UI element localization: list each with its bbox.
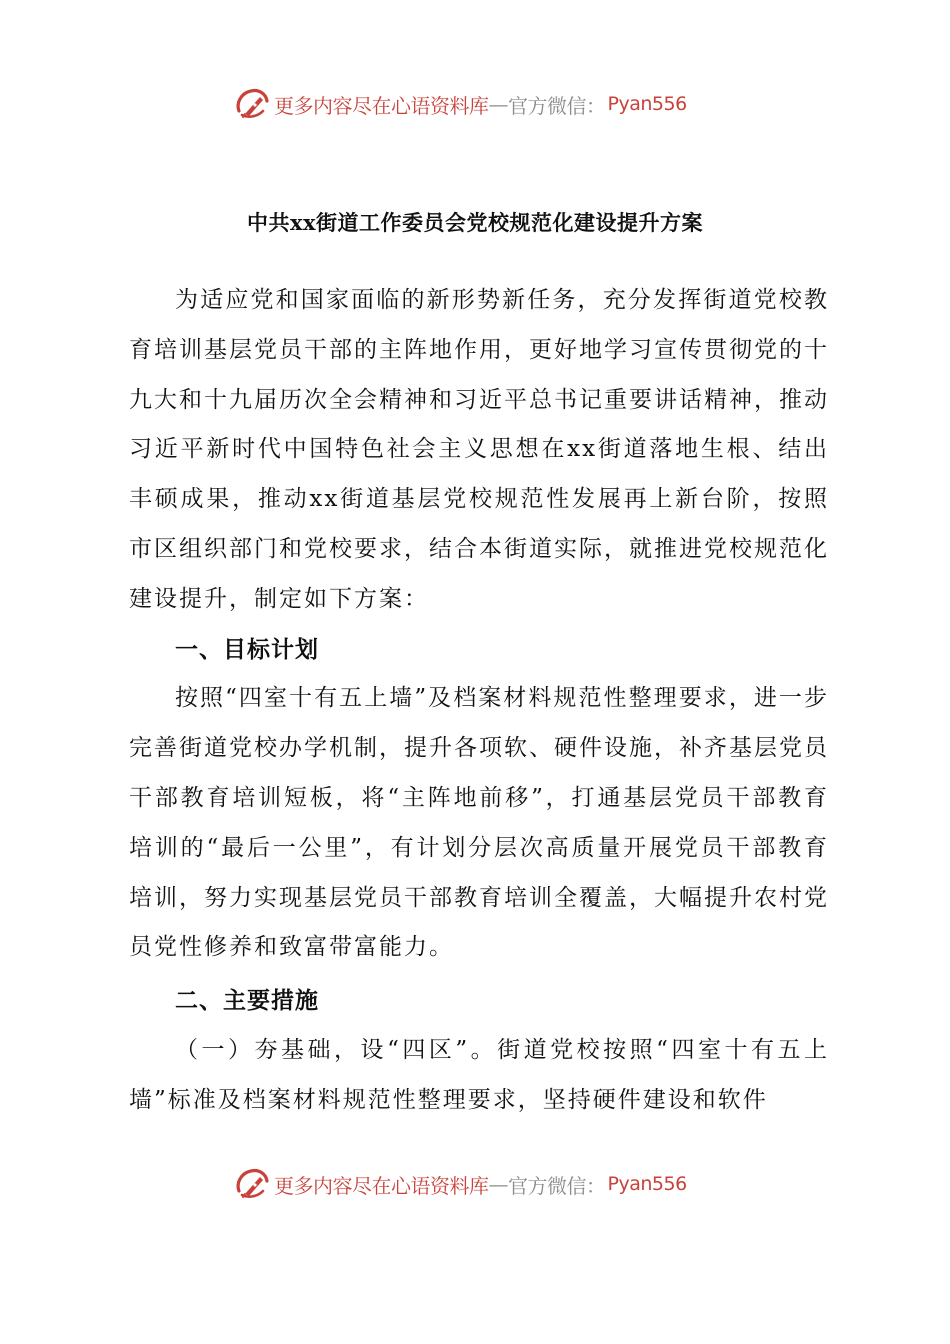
intro-paragraph: 为适应党和国家面临的新形势新任务，充分发挥街道党校教育培训基层党员干部的主阵地作用，更好地学习宣传贯彻党的十九大和十九届历次全会精神和习近平总书记重要讲话精神，推动习近平新时代中国特色社会主义思想在xx街道落地生根、结出丰硕成果，推动xx街道基层党校规范性发展再上新台阶，按照市区组织部门和党校要求，结合本街道实际，就推进党校规范化建设提升，制定如下方案： — [129, 287, 829, 612]
section-paragraph-2: （一）夯基础，设“四区”。街道党校按照“四室十有五上墙”标准及档案材料规范性整理要求，坚持硬件建设和软件 — [129, 1036, 829, 1113]
watermark-id: Pyan556 — [607, 1173, 687, 1195]
pen-nib-logo-icon — [232, 1164, 272, 1204]
document-body — [129, 276, 829, 1126]
section-paragraph-1: 按照“四室十有五上墙”及档案材料规范性整理要求，进一步完善街道党校办学机制，提升各项软、硬件设施，补齐基层党员干部教育培训短板，将“主阵地前移”，打通基层党员干部教育培训的“最后一公里”，有计划分层次高质量开展党员干部教育培训，努力实现基层党员干部教育培训全覆盖，大幅提升农村党员党性修养和致富带富能力。 — [129, 685, 829, 961]
watermark-footer — [232, 1162, 687, 1206]
watermark-text: 更多内容尽在心语资料库 — [274, 1173, 489, 1198]
watermark-id: Pyan556 — [607, 93, 687, 115]
watermark-label: 官方微信： — [508, 93, 606, 118]
watermark-header — [232, 82, 687, 126]
section-heading-2: 二、主要措施 — [175, 987, 319, 1015]
document-title: 中共xx街道工作委员会党校规范化建设提升方案 — [246, 210, 704, 235]
pen-nib-logo-icon — [232, 84, 272, 124]
section-heading-1: 一、目标计划 — [175, 635, 319, 663]
watermark-separator: — — [488, 92, 508, 116]
watermark-separator: — — [488, 1172, 508, 1196]
watermark-label: 官方微信： — [508, 1173, 606, 1198]
watermark-text: 更多内容尽在心语资料库 — [274, 93, 489, 118]
